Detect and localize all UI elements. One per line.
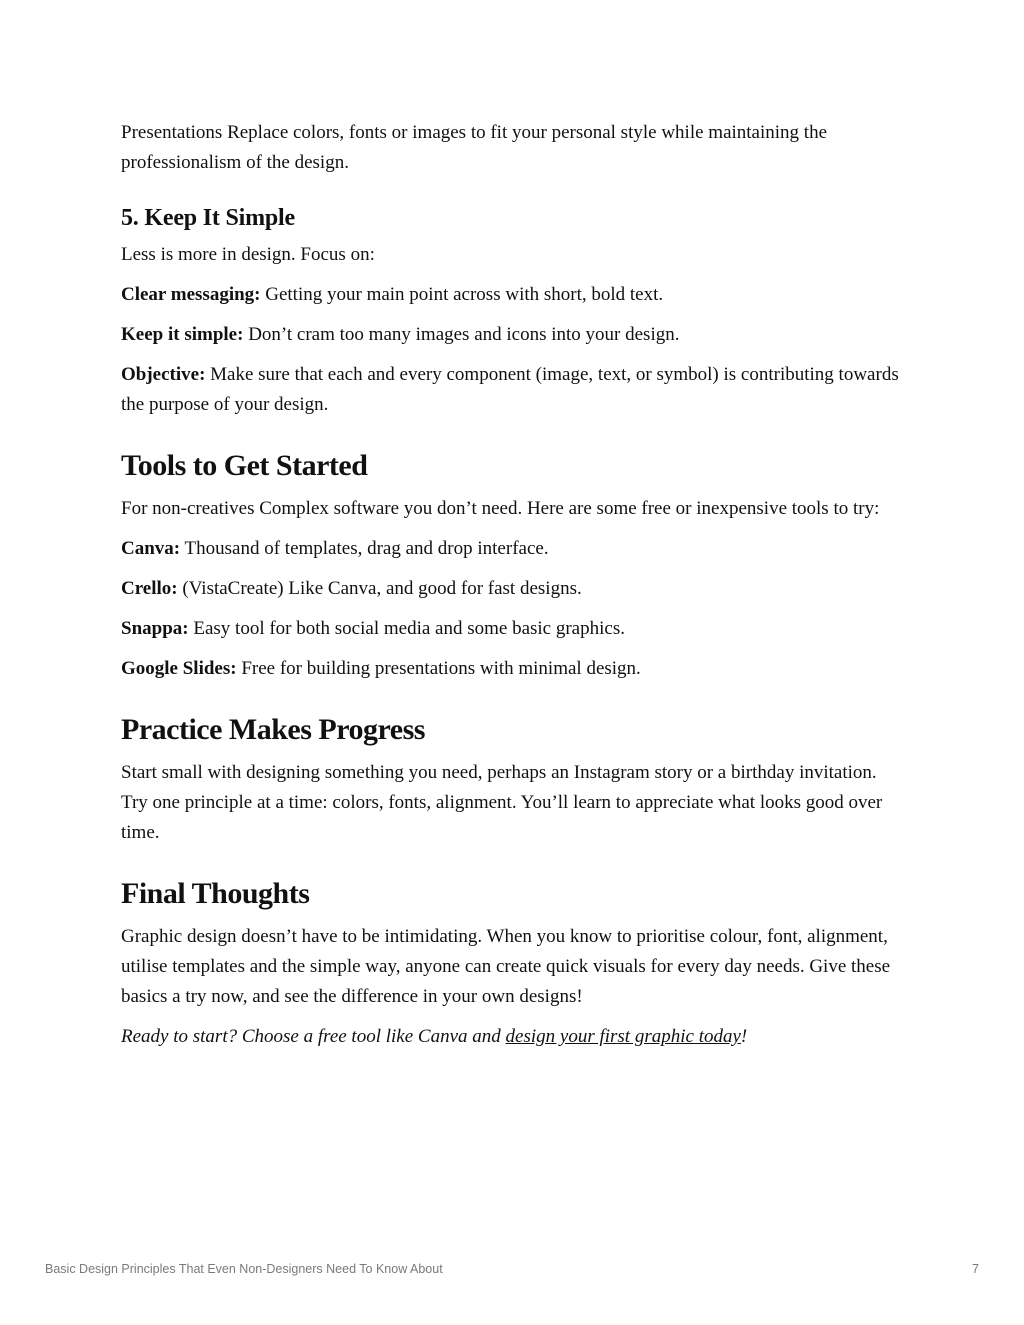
keep-simple-item	[121, 360, 901, 420]
keep-simple-lead: Less is more in design. Focus on:	[121, 244, 375, 265]
item-text: Easy tool for both social media and some basic graphics.	[188, 618, 625, 639]
tool-item	[121, 614, 901, 644]
practice-section	[121, 710, 901, 848]
item-text: Thousand of templates, drag and drop interface.	[180, 538, 549, 559]
cta-link[interactable]: design your first graphic today	[505, 1026, 741, 1047]
practice-heading: Practice Makes Progress	[121, 713, 425, 746]
call-to-action	[121, 1022, 901, 1052]
final-thoughts-section	[121, 874, 901, 1052]
document-body	[121, 118, 901, 1062]
tool-item	[121, 654, 901, 684]
item-term: Clear messaging:	[121, 284, 261, 305]
intro-paragraph: Presentations Replace colors, fonts or images to fit your personal style while maintaining the professionalism of the design.	[121, 122, 828, 173]
item-text: Don’t cram too many images and icons into your design.	[243, 324, 680, 345]
item-term: Keep it simple:	[121, 324, 244, 345]
item-text: Make sure that each and every component (image, text, or symbol) is contributing towards the purpose of your design.	[121, 364, 899, 415]
final-thoughts-heading: Final Thoughts	[121, 877, 310, 910]
item-term: Snappa:	[121, 618, 189, 639]
keep-simple-item	[121, 320, 901, 350]
cta-prefix: Ready to start? Choose a free tool like Canva and	[121, 1026, 506, 1047]
footer-title: Basic Design Principles That Even Non-Designers Need To Know About	[45, 1262, 443, 1276]
item-term: Canva:	[121, 538, 181, 559]
keep-simple-section	[121, 202, 901, 420]
page-number: 7	[972, 1262, 979, 1276]
practice-paragraph: Start small with designing something you need, perhaps an Instagram story or a birthday invitation. Try one principle at a time: colors, fonts, alignment. You’ll learn to appreciate what looks good over time.	[121, 762, 883, 843]
keep-simple-item	[121, 280, 901, 310]
tool-item	[121, 534, 901, 564]
tools-section	[121, 446, 901, 684]
keep-simple-heading: 5. Keep It Simple	[121, 205, 295, 231]
item-term: Google Slides:	[121, 658, 237, 679]
tool-item	[121, 574, 901, 604]
cta-suffix: !	[740, 1026, 748, 1047]
page-footer	[45, 1262, 979, 1280]
tools-heading: Tools to Get Started	[121, 449, 368, 482]
item-term: Objective:	[121, 364, 206, 385]
final-thoughts-paragraph: Graphic design doesn’t have to be intimidating. When you know to prioritise colour, font, alignment, utilise templates and the simple way, anyone can create quick visuals for every day needs. Give these basics a try now, and see the difference in your own designs!	[121, 926, 891, 1007]
tools-lead: For non-creatives Complex software you don’t need. Here are some free or inexpensive tools to try:	[121, 498, 880, 519]
item-text: Getting your main point across with short, bold text.	[260, 284, 664, 305]
item-term: Crello:	[121, 578, 178, 599]
item-text: (VistaCreate) Like Canva, and good for fast designs.	[177, 578, 582, 599]
item-text: Free for building presentations with minimal design.	[236, 658, 641, 679]
